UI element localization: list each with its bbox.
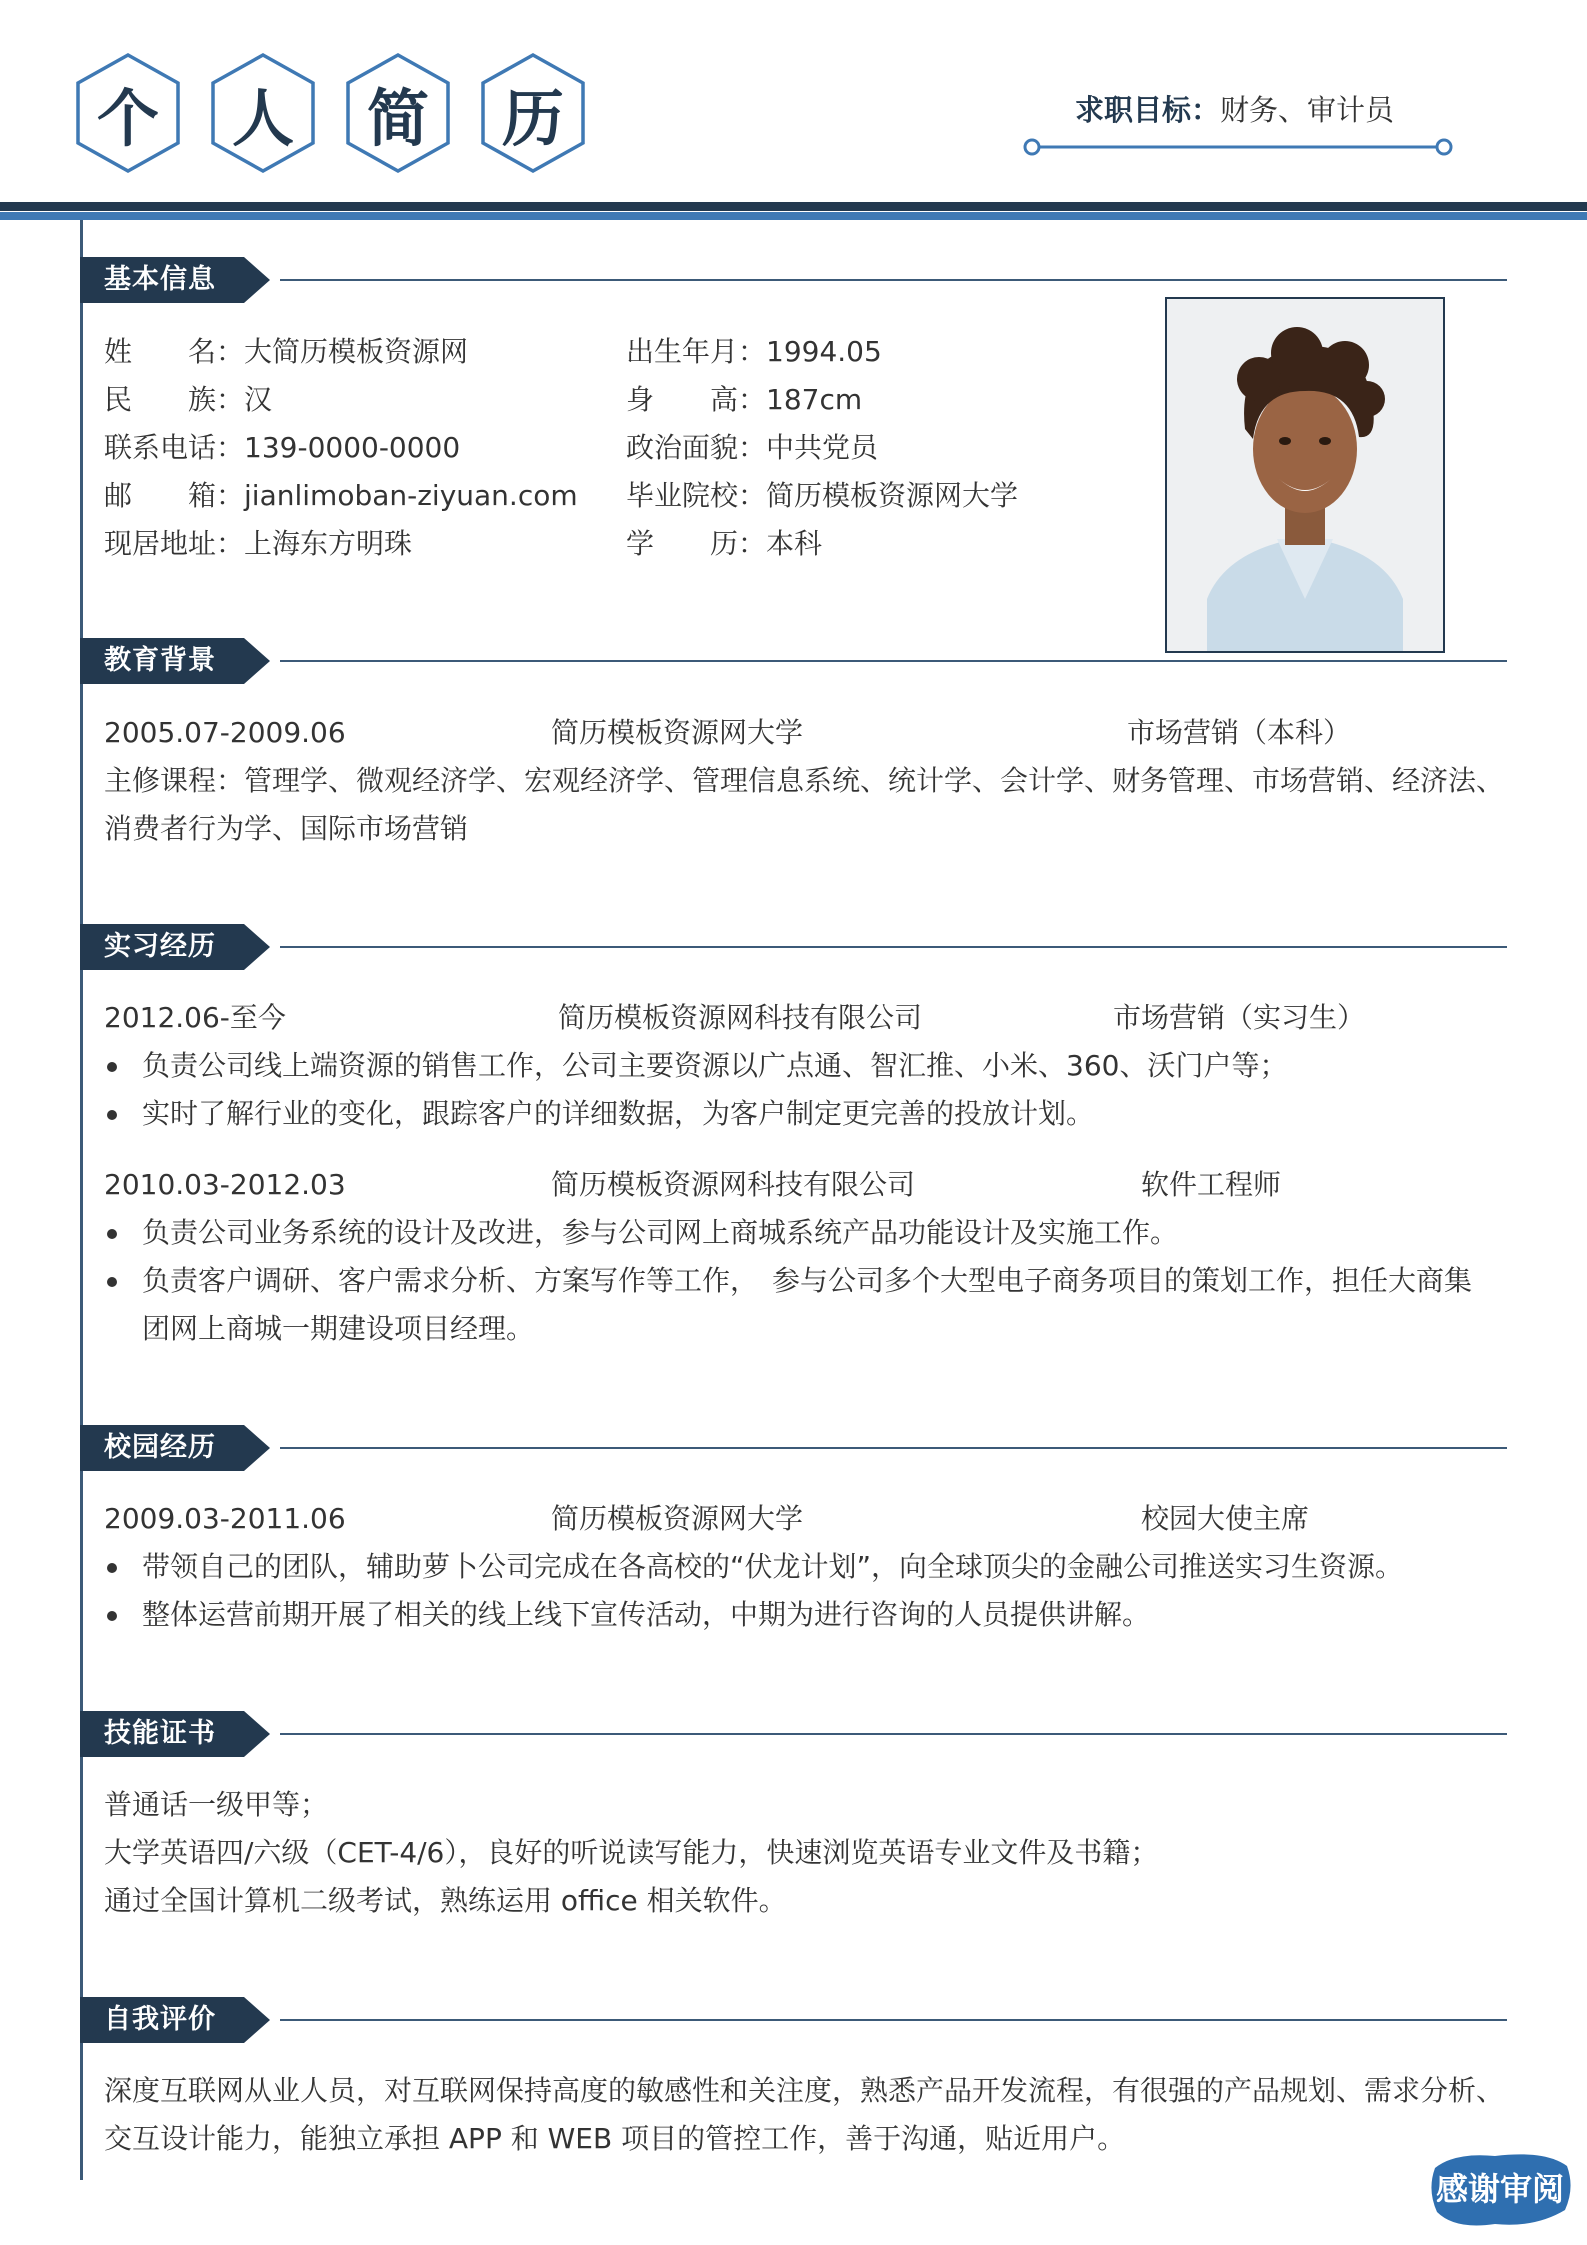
section-title-campus: 校园经历 [80,1425,270,1471]
self-line: 交互设计能力，能独立承担 APP 和 WEB 项目的管控工作，善于沟通，贴近用户。 [104,2122,1126,2155]
bullet-dot [107,1563,117,1573]
job-bullet: 负责客户调研、客户需求分析、方案写作等工作， 参与公司多个大型电子商务项目的策划工作，担任大商集 [142,1264,1473,1297]
campus-bullet: 整体运营前期开展了相关的线上线下宣传活动，中期为进行咨询的人员提供讲解。 [142,1598,1151,1631]
edu-date: 2005.07-2009.06 [104,716,346,749]
section-divider [280,2019,1507,2021]
info-address: 现居地址：上海东方明珠 [104,527,413,560]
info-email: 邮 箱：jianlimoban-ziyuan.com [104,479,578,512]
campus-bullet: 带领自己的团队，辅助萝卜公司完成在各高校的“伏龙计划”，向全球顶尖的金融公司推送实习生资源。 [142,1550,1404,1583]
job-role: 软件工程师 [1141,1168,1282,1201]
skill-line: 普通话一级甲等； [104,1788,329,1821]
target-underline [1023,137,1453,157]
title-hexagon [74,52,182,174]
campus-school: 简历模板资源网大学 [551,1502,804,1535]
campus-role: 校园大使主席 [1141,1502,1310,1535]
title-char: 人 [231,81,294,155]
info-political: 政治面貌：中共党员 [626,431,879,464]
job-bullet-cont: 团网上商城一期建设项目经理。 [142,1312,535,1345]
header-accent-bar [0,212,1587,220]
section-title-basic: 基本信息 [80,257,270,303]
section-divider [280,946,1507,948]
timeline-line [80,220,83,2180]
job-date: 2010.03-2012.03 [104,1168,346,1201]
header-bar [0,202,1587,211]
self-line: 深度互联网从业人员，对互联网保持高度的敏感性和关注度，熟悉产品开发流程，有很强的产品规划、需求分析、 [104,2074,1505,2107]
skill-line: 大学英语四/六级（CET-4/6），良好的听说读写能力，快速浏览英语专业文件及书籍； [104,1836,1159,1869]
bullet-dot [107,1110,117,1120]
bullet-dot [107,1062,117,1072]
section-title-education: 教育背景 [80,638,270,684]
bullet-dot [107,1611,117,1621]
job-bullet: 负责公司线上端资源的销售工作，公司主要资源以广点通、智汇推、小米、360、沃门户等； [142,1049,1288,1082]
section-divider [280,279,1507,281]
section-divider [280,1733,1507,1735]
job-company: 简历模板资源网科技有限公司 [558,1001,923,1034]
job-bullet: 负责公司业务系统的设计及改进，参与公司网上商城系统产品功能设计及实施工作。 [142,1216,1179,1249]
info-height: 身 高：187cm [626,383,863,416]
skill-line: 通过全国计算机二级考试，熟练运用 office 相关软件。 [104,1884,787,1917]
info-school: 毕业院校：简历模板资源网大学 [626,479,1019,512]
thanks-stamp [1425,2148,1575,2230]
edu-courses-cont: 消费者行为学、国际市场营销 [104,812,469,845]
edu-courses: 主修课程：管理学、微观经济学、宏观经济学、管理信息系统、统计学、会计学、财务管理、市场营销、经济法、 [104,764,1505,797]
section-divider [280,1447,1507,1449]
job-target [1075,88,1394,129]
info-degree: 学 历：本科 [626,527,823,560]
info-birth: 出生年月：1994.05 [626,335,882,368]
job-target-label: 求职目标： [1075,93,1221,127]
svg-text:感谢审阅: 感谢审阅 [1435,2170,1565,2208]
profile-photo [1165,297,1445,653]
section-title-self: 自我评价 [80,1997,270,2043]
job-company: 简历模板资源网科技有限公司 [551,1168,916,1201]
bullet-dot [107,1229,117,1239]
edu-school: 简历模板资源网大学 [551,716,804,749]
section-divider [280,660,1507,662]
info-ethnicity: 民 族：汉 [104,383,273,416]
edu-major: 市场营销（本科） [1127,716,1352,749]
info-phone: 联系电话：139-0000-0000 [104,431,461,464]
info-name: 姓 名：大简历模板资源网 [104,335,469,368]
job-bullet: 实时了解行业的变化，跟踪客户的详细数据，为客户制定更完善的投放计划。 [142,1097,1095,1130]
job-role: 市场营销（实习生） [1113,1001,1366,1034]
job-date: 2012.06-至今 [104,1001,286,1034]
title-char: 历 [501,81,564,155]
bullet-dot [107,1277,117,1287]
title-hexagon [479,52,587,174]
section-title-skills: 技能证书 [80,1711,270,1757]
title-char: 个 [96,81,159,155]
title-hexagon [344,52,452,174]
title-char: 简 [366,81,429,155]
job-target-value: 财务、审计员 [1220,93,1395,127]
title-hexagon [209,52,317,174]
section-title-internship: 实习经历 [80,924,270,970]
campus-date: 2009.03-2011.06 [104,1502,346,1535]
